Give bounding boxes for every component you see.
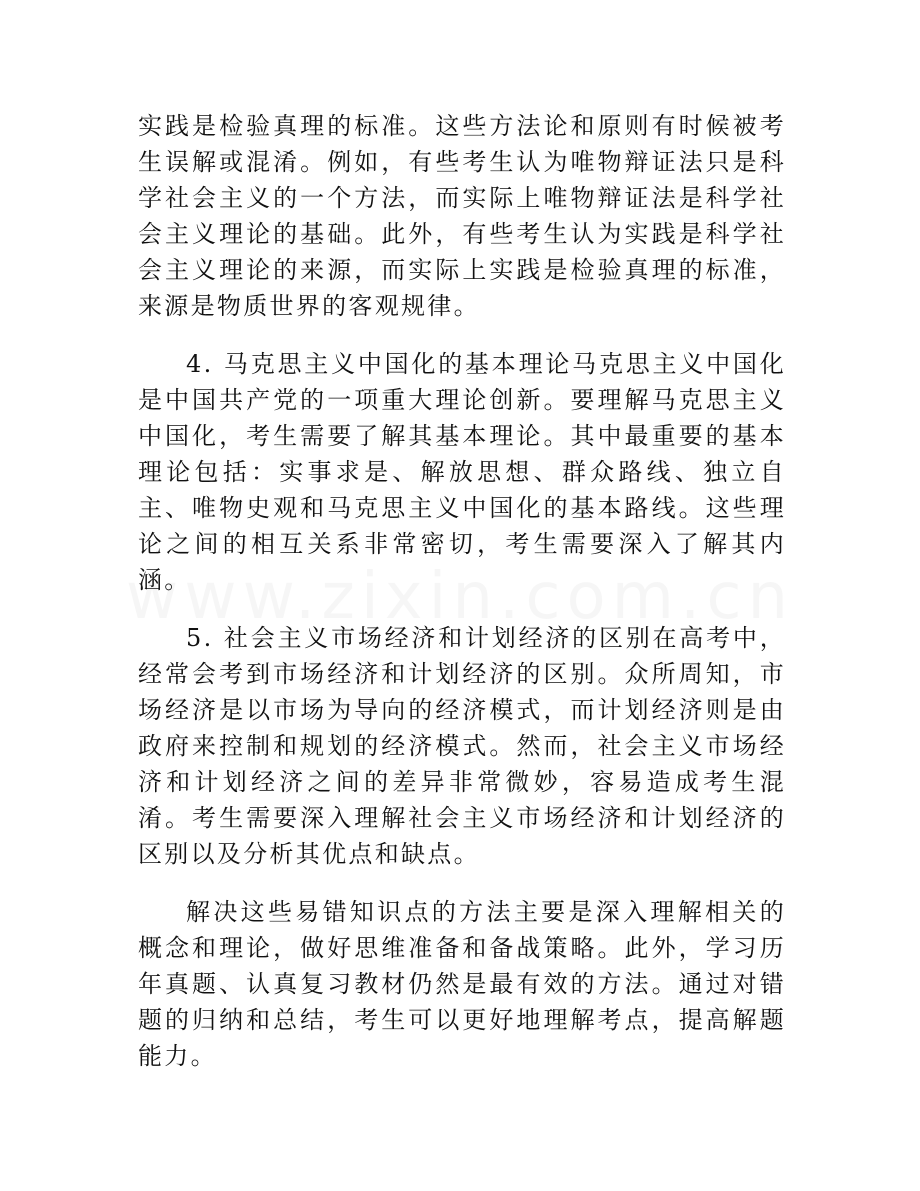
paragraph-4: 解决这些易错知识点的方法主要是深入理解相关的概念和理论，做好思维准备和备战策略。此外，学习历年真题、认真复习教材仍然是最有效的方法。通过对错题的归纳和总结，考生可以更好地理解考点，提高解题能力。 xyxy=(138,898,786,1070)
document-body xyxy=(138,108,786,1096)
paragraph-2: 4. 马克思主义中国化的基本理论马克思主义中国化是中国共产党的一项重大理论创新。要理解马克思主义中国化，考生需要了解其基本理论。其中最重要的基本理论包括：实事求是、解放思想、群众路线、独立自主、唯物史观和马克思主义中国化的基本路线。这些理论之间的相互关系非常密切，考生需要深入了解其内涵。 xyxy=(138,350,786,594)
paragraph-1: 实践是检验真理的标准。这些方法论和原则有时候被考生误解或混淆。例如，有些考生认为唯物辩证法只是科学社会主义的一个方法，而实际上唯物辩证法是科学社会主义理论的基础。此外，有些考生认为实践是科学社会主义理论的来源，而实际上实践是检验真理的标准，来源是物质世界的客观规律。 xyxy=(138,112,786,320)
paragraph-3: 5. 社会主义市场经济和计划经济的区别在高考中，经常会考到市场经济和计划经济的区别。众所周知，市场经济是以市场为导向的经济模式，而计划经济则是由政府来控制和规划的经济模式。然而，社会主义市场经济和计划经济之间的差异非常微妙，容易造成考生混淆。考生需要深入理解社会主义市场经济和计划经济的区别以及分析其优点和缺点。 xyxy=(138,624,786,868)
